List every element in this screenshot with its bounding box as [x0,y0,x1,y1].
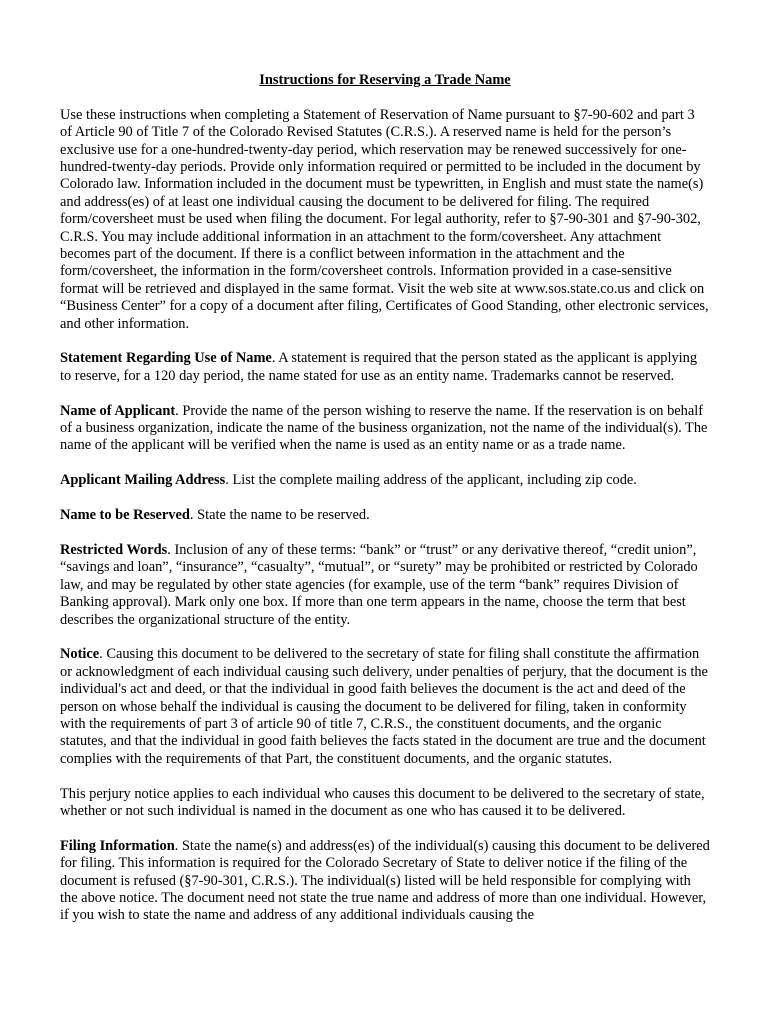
section-applicant-mailing-address [60,472,710,489]
section-body: . Provide the name of the person wishing to reserve the name. If the reservation is on behalf of a business organization, indicate the name of the business organization, not the name of the individual(s). The name of the applicant will be verified when the name is used as an entity name or as a trade name. [60,402,708,454]
document-title: Instructions for Reserving a Trade Name [259,72,511,88]
section-body: . Inclusion of any of these terms: “bank” or “trust” or any derivative thereof, “credit union”, “savings and loan”, “insurance”, “casualty”, “mutual”, or “surety” may be prohibited or restricted by Colorado law, and may be regulated by other state agencies (for example, use of the term “bank” requires Division of Banking approval). Mark only one box. If more than one term appears in the name, choose the term that best describes the organizational structure of the entity. [60,541,698,628]
perjury-note-paragraph: This perjury notice applies to each individual who causes this document to be delivered to the secretary of state, whether or not such individual is named in the document as one who has caused it to be delivered. [60,785,705,819]
section-heading: Applicant Mailing Address [60,472,226,489]
section-filing-information [60,838,710,925]
section-heading: Filing Information [60,837,175,854]
document-page [60,72,710,942]
section-name-of-applicant [60,403,710,455]
section-statement-regarding-use [60,350,710,385]
section-body: . State the name to be reserved. [189,507,370,524]
section-heading: Name to be Reserved [60,507,190,524]
section-heading: Notice [60,646,100,663]
section-body: . A statement is required that the person stated as the applicant is applying to reserve, for a 120 day period, the name stated for use as an entity name. Trademarks cannot be reserved. [60,350,698,384]
section-heading: Statement Regarding Use of Name [60,350,272,367]
section-name-to-be-reserved [60,507,710,524]
section-heading: Name of Applicant [60,402,176,419]
section-notice [60,646,710,768]
section-restricted-words [60,542,710,629]
intro-paragraph: Use these instructions when completing a Statement of Reservation of Name pursuant to §7-90-602 and part 3 of Article 90 of Title 7 of the Colorado Revised Statutes (C.R.S.). A reserved name is held for the person’s exclusive use for a one-hundred-twenty-day period, which reservation may be renewed successively for one-hundred-twenty-day periods. Provide only information required or permitted to be included in the document by Colorado law. Information included in the document must be typewritten, in English and must state the name(s) and address(es) of at least one individual causing the document to be delivered for filing. The required form/coversheet must be used when filing the document. For legal authority, refer to §7-90-301 and §7-90-302, C.R.S. You may include additional information in an attachment to the form/coversheet. Any attachment becomes part of the document. If there is a conflict between information in the attachment and the form/coversheet, the information in the form/coversheet controls. Information provided in a case-sensitive format will be retrieved and displayed in the same format. Visit the web site at www.sos.state.co.us and click on “Business Center” for a copy of a document after filing, Certificates of Good Standing, other electronic services, and other information. [60,106,709,332]
section-body: . List the complete mailing address of the applicant, including zip code. [225,472,637,489]
section-body: . State the name(s) and address(es) of the individual(s) causing this document to be delivered for filing. This information is required for the Colorado Secretary of State to deliver notice if the filing of the document is refused (§7-90-301, C.R.S.). The individual(s) listed will be held responsible for complying with the above notice. The document need not state the true name and address of more than one individual. However, if you wish to state the name and address of any additional individuals causing the [60,837,710,924]
section-body: . Causing this document to be delivered to the secretary of state for filing shall constitute the affirmation or acknowledgment of each individual causing such delivery, under penalties of perjury, that the document is the individual's act and deed, or that the individual in good faith believes the document is the act and deed of the person on whose behalf the individual is causing the document to be delivered for filing, taken in conformity with the requirements of part 3 of article 90 of title 7, C.R.S., the constituent documents, and the organic statutes, and that the individual in good faith believes the facts stated in the document are true and the document complies with the requirements of that Part, the constituent documents, and the organic statutes. [60,646,708,767]
section-heading: Restricted Words [60,541,168,558]
